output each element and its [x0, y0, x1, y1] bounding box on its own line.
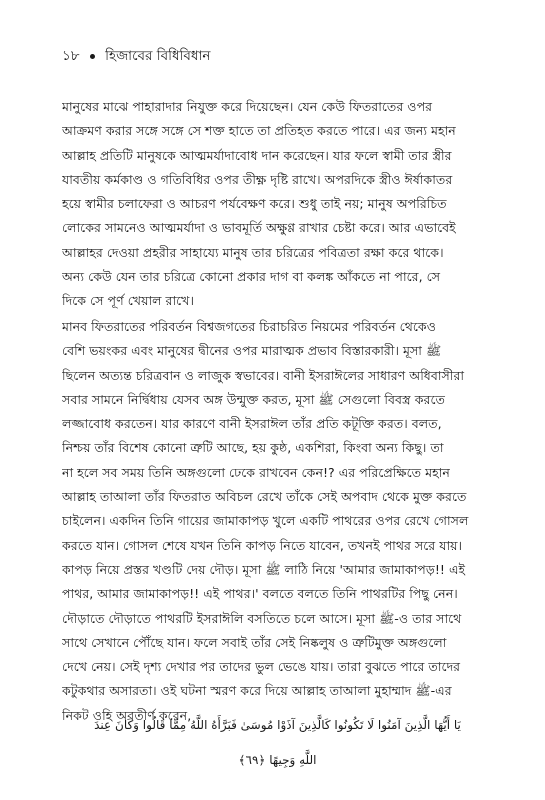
text-line: লোকের সামনেও আত্মমর্যাদা ও ভাবমূর্তি অক্ষুণ্ণ রাখার চেষ্টা করে। আর এভাবেই	[62, 220, 456, 236]
text-line: কটুকথার অসারতা। ওই ঘটনা স্মরণ করে দিয়ে আল্লাহ তাআলা মুহাম্মাদ ﷺ-এর	[62, 683, 452, 699]
text-line: হয়ে স্বামীর চলাফেরা ও আচরণ পর্যবেক্ষণ করে। শুধু তাই নয়; মানুষ অপরিচিত	[62, 196, 447, 212]
text-line: কাপড় নিয়ে প্রস্তর খণ্ডটি দেয় দৌড়। মূসা ﷺ লাঠি নিয়ে 'আমার জামাকাপড়!! এই	[62, 561, 466, 577]
text-line: নিকট ওহি অবতীর্ণ করেন,	[62, 707, 192, 723]
text-line: দৌড়াতে দৌড়াতে পাথরটি ইসরাঈলি বসতিতে চলে আসে। মূসা ﷺ-ও তার সাথে	[62, 610, 462, 626]
paragraph-2	[62, 315, 493, 728]
text-line: আল্লাহ তাআলা তাঁর ফিতরাত অবিচল রেখে তাঁকে সেই অপবাদ থেকে মুক্ত করতে	[62, 489, 467, 505]
text-line: নিশ্চয় তাঁর বিশেষ কোনো ত্রুটি আছে, হয় কুষ্ঠ, একশিরা, কিংবা অন্য কিছু। তা	[62, 440, 444, 456]
quran-verse-line-1: يَا أَيُّهَا الَّذِينَ آمَنُوا لَا تَكُونُوا كَالَّذِينَ آذَوْا مُوسَىٰ فَبَرَّأَهُ اللَّهُ مِمَّا قَالُوا وَكَانَ عِندَ	[94, 718, 461, 732]
text-line: দিকে সে পূর্ণ খেয়াল রাখে।	[62, 293, 194, 309]
text-line: দেখে নেয়। সেই দৃশ্য দেখার পর তাদের ভুল ভেঙে যায়। তারা বুঝতে পারে তাদের	[62, 659, 461, 675]
text-line: পাথর, আমার জামাকাপড়!! এই পাথর।' বলতে বলতে তিনি পাথরটির পিছু নেন।	[62, 586, 458, 602]
text-line: অন্য কেউ যেন তার চরিত্রে কোনো প্রকার দাগ বা কলঙ্ক আঁকতে না পারে, সে	[62, 269, 441, 285]
text-line: করতে যান। গোসল শেষে যখন তিনি কাপড় নিতে যাবেন, তখনই পাথর সরে যায়।	[62, 537, 463, 553]
running-header	[62, 47, 482, 65]
page-number: ১৮	[62, 48, 80, 64]
text-line: মানব ফিতরাতের পরিবর্তন বিশ্বজগতের চিরাচরিত নিয়মের পরিবর্তন থেকেও	[62, 319, 437, 334]
paragraph-1	[62, 95, 493, 314]
text-line: আল্লাহর দেওয়া প্রহরীর সাহায্যে মানুষ তার চরিত্রের পবিত্রতা রক্ষা করে থাকে।	[62, 244, 444, 260]
text-line: না হলে সব সময় তিনি অঙ্গগুলো ঢেকে রাখবেন কেন!? এর পরিপ্রেক্ষিতে মহান	[62, 464, 450, 480]
book-title: হিজাবের বিধিবিধান	[105, 48, 211, 64]
text-line: লজ্জাবোধ করতেন। যার কারণে বানী ইসরাঈল তাঁর প্রতি কটূক্তি করত। বলত,	[62, 416, 442, 432]
text-line: সাথে সেখানে পৌঁছে যান। ফলে সবাই তাঁর সেই নিষ্কলুষ ও ত্রুটিমুক্ত অঙ্গগুলো	[62, 634, 447, 650]
text-line: আল্লাহ প্রতিটি মানুষকে আত্মমর্যাদাবোধ দান করেছেন। যার ফলে স্বামী তার স্ত্রীর	[62, 147, 452, 163]
quran-verse-line-2: اللَّهِ وَجِيهًا ﴿٦٩﴾	[238, 753, 317, 767]
text-line: আক্রমণ করার সঙ্গে সঙ্গে সে শক্ত হাতে তা প্রতিহত করতে পারে। এর জন্য মহান	[62, 123, 456, 139]
text-line: বেশি ভয়ংকর এবং মানুষের দ্বীনের ওপর মারাত্মক প্রভাব বিস্তারকারী। মূসা ﷺ	[62, 343, 442, 359]
text-line: মানুষের মাঝে পাহারাদার নিযুক্ত করে দিয়েছেন। যেন কেউ ফিতরাতের ওপর	[62, 99, 433, 114]
text-line: চাইলেন। একদিন তিনি গায়ের জামাকাপড় খুলে একটি পাথরের ওপর রেখে গোসল	[62, 513, 469, 529]
text-line: ছিলেন অত্যন্ত চরিত্রবান ও লাজুক স্বভাবের। বানী ইসরাঈলের সাধারণ অধিবাসীরা	[62, 367, 465, 383]
text-line: যাবতীয় কর্মকাণ্ড ও গতিবিধির ওপর তীক্ষ্ণ দৃষ্টি রাখে। অপরদিকে স্ত্রীও ঈর্ষাকাতর	[62, 171, 453, 187]
text-line: সবার সামনে নির্দ্বিধায় যেসব অঙ্গ উন্মুক্ত করত, মূসা ﷺ সেগুলো বিবস্ত্র করতে	[62, 391, 445, 407]
bullet-separator	[90, 54, 95, 59]
